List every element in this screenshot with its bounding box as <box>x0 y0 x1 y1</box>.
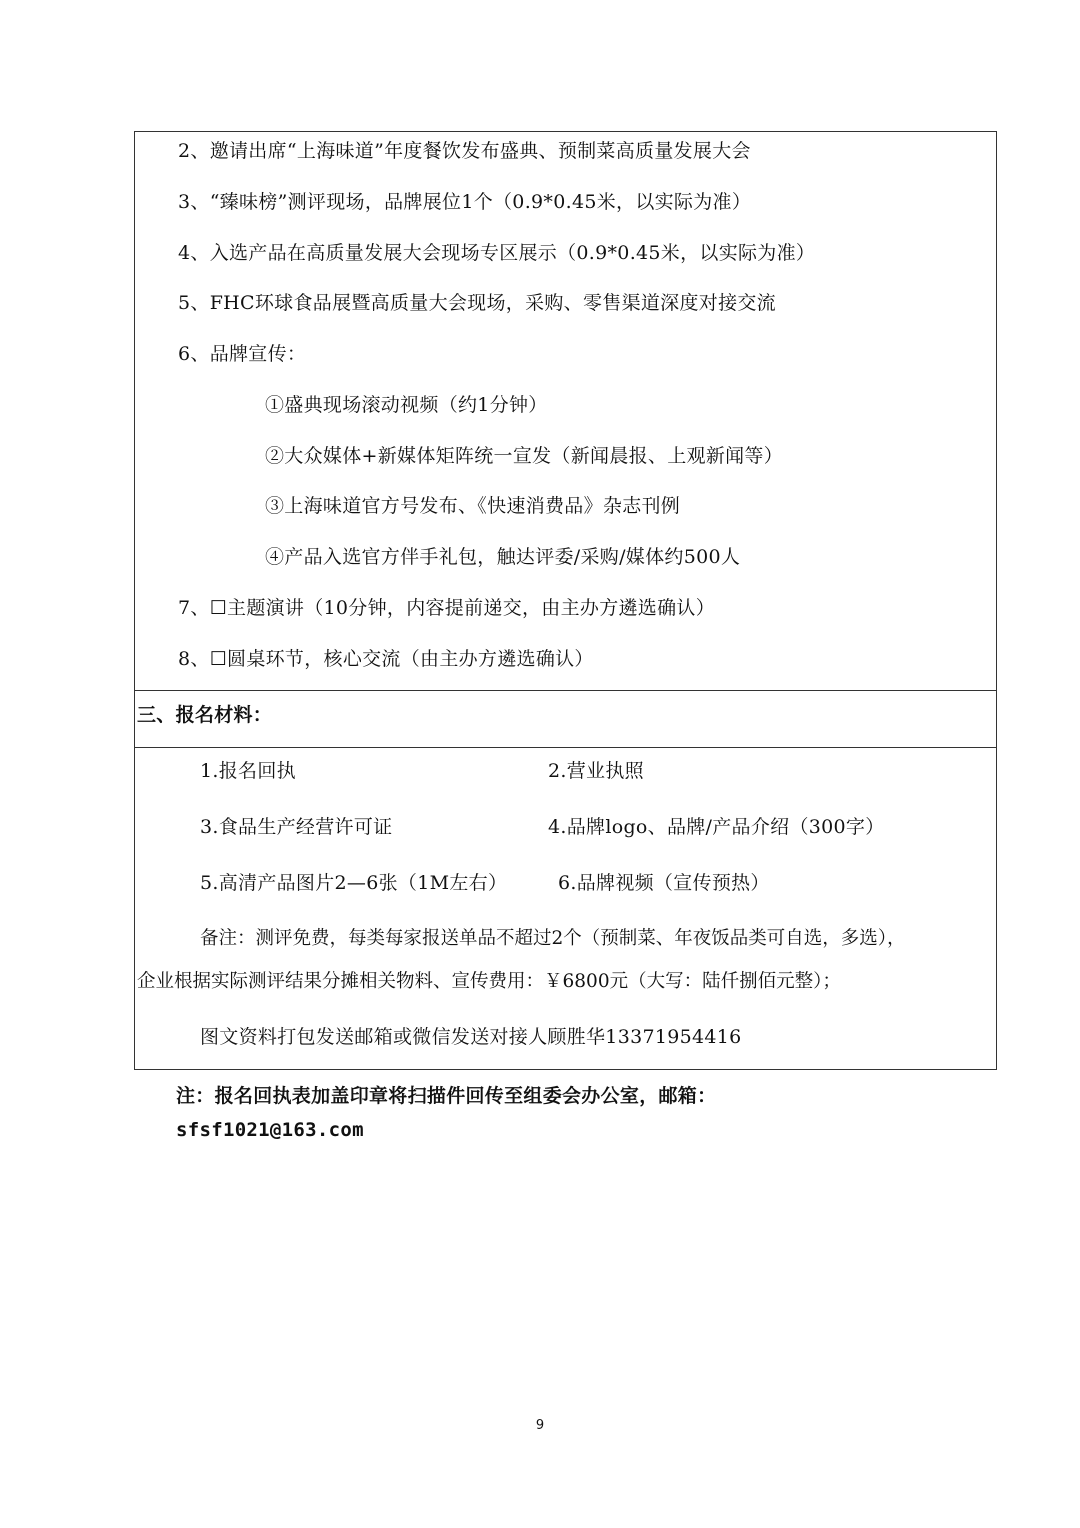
table-divider <box>134 747 997 748</box>
remark-text: 企业根据实际测评结果分摊相关物料、宣传费用：￥6800元（大写：陆仟捌佰元整）； <box>137 971 841 992</box>
option-checkbox-item: 7、☐主题演讲（10分钟，内容提前递交，由主办方遴选确认） <box>178 597 715 619</box>
brand-promo-sub-item: ③上海味道官方号发布、《快速消费品》杂志刊例 <box>265 495 681 517</box>
benefit-item: 5、FHC环球食品展暨高质量大会现场，采购、零售渠道深度对接交流 <box>178 292 776 314</box>
benefit-item: 6、品牌宣传： <box>178 343 307 365</box>
material-item: 5.高清产品图片2—6张（1M左右） <box>200 872 508 894</box>
benefit-item: 4、入选产品在高质量发展大会现场专区展示（0.9*0.45米，以实际为准） <box>178 242 816 264</box>
email-address: sfsf1021@163.com <box>176 1119 364 1141</box>
material-item: 4.品牌logo、品牌/产品介绍（300字） <box>548 816 885 838</box>
contact-text: 图文资料打包发送邮箱或微信发送对接人顾胜华13371954416 <box>200 1026 742 1048</box>
submission-note: 注：报名回执表加盖印章将扫描件回传至组委会办公室，邮箱： <box>176 1085 717 1107</box>
option-checkbox-item: 8、☐圆桌环节，核心交流（由主办方遴选确认） <box>178 648 594 670</box>
brand-promo-sub-item: ①盛典现场滚动视频（约1分钟） <box>265 394 548 416</box>
material-item: 6.品牌视频（宣传预热） <box>558 872 770 894</box>
material-item: 2.营业执照 <box>548 760 644 782</box>
brand-promo-sub-item: ④产品入选官方伴手礼包，触达评委/采购/媒体约500人 <box>265 546 741 568</box>
page-number: 9 <box>535 1418 545 1433</box>
table-divider <box>134 690 997 691</box>
benefit-item: 3、“臻味榜”测评现场，品牌展位1个（0.9*0.45米，以实际为准） <box>178 191 752 213</box>
benefit-item: 2、邀请出席“上海味道”年度餐饮发布盛典、预制菜高质量发展大会 <box>178 140 751 162</box>
remark-text: 备注：测评免费，每类每家报送单品不超过2个（预制菜、年夜饭品类可自选，多选）， <box>200 928 906 949</box>
section-heading: 三、报名材料： <box>137 704 273 726</box>
material-item: 3.食品生产经营许可证 <box>200 816 393 838</box>
brand-promo-sub-item: ②大众媒体+新媒体矩阵统一宣发（新闻晨报、上观新闻等） <box>265 445 784 467</box>
material-item: 1.报名回执 <box>200 760 296 782</box>
